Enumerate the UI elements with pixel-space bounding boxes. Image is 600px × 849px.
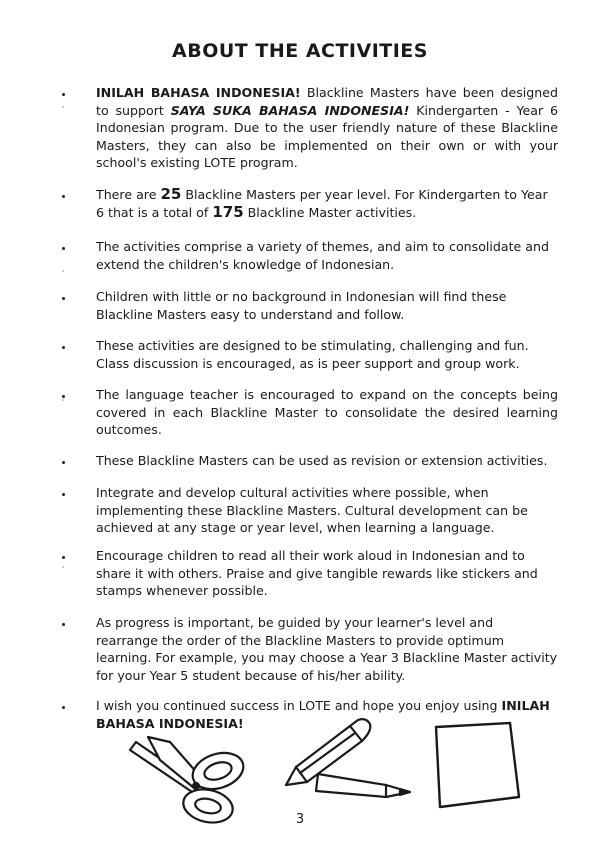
page-title: ABOUT THE ACTIVITIES — [172, 40, 428, 62]
paragraph-text: The language teacher is encouraged to expand on the concepts being covered in each Blackline Master to consolidate the desired learning outcomes. — [96, 387, 558, 437]
paragraph-text: Kindergarten - Year 6 Indonesian program. Due to the user friendly nature of these Blackline Masters, they can also be implemented on their own or with your school's existing LOTE program. — [96, 102, 558, 170]
paragraph-text: The activities comprise a variety of themes, and aim to consolidate and extend the children's knowledge of Indonesian. — [96, 239, 549, 272]
paragraph-text: As progress is important, be guided by your learner's level and rearrange the order of the Blackline Masters to provide optimum learning. For example, you may choose a Year 3 Blackline Master activity for your Year 5 student because of his/her ability. — [96, 615, 558, 683]
paragraph-text: Blackline Master activities. — [243, 204, 417, 220]
program-name: SAYA SUKA BAHASA INDONESIA! — [170, 102, 410, 118]
count-per-year: 25 — [160, 185, 182, 203]
paragraph-text: These Blackline Masters can be used as revision or extension activities. — [96, 453, 548, 468]
page-number: 3 — [295, 812, 305, 827]
paragraph-text: I wish you continued success in LOTE and hope you enjoy using — [96, 698, 502, 713]
paragraph-text: There are — [96, 187, 161, 202]
paragraph-text: Blackline Masters have been designed to support — [96, 85, 559, 118]
paragraph-text: Integrate and develop cultural activities where possible, when implementing these Blackline Masters. Cultural development can be achieved at any stage or year level, when learning a language. — [96, 485, 528, 535]
paragraph-text: Blackline Masters per year level. For Kindergarten to Year 6 that is a total of — [96, 187, 548, 220]
brand-name: INILAH BAHASA INDONESIA! — [96, 698, 550, 731]
count-total: 175 — [212, 202, 244, 221]
scan-speck — [62, 106, 64, 108]
paragraph-text: Encourage children to read all their work aloud in Indonesian and to share it with others. Praise and give tangible rewards like stickers and stamps whenever possible. — [96, 548, 538, 598]
brand-name: INILAH BAHASA INDONESIA! — [96, 85, 301, 100]
scan-speck — [62, 566, 64, 568]
paragraph-text: These activities are designed to be stimulating, challenging and fun. Class discussion is encouraged, as is peer support and group work. — [96, 338, 529, 371]
scan-speck — [62, 399, 64, 401]
paragraph-text: Children with little or no background in Indonesian will find these Blackline Masters easy to understand and follow. — [96, 289, 507, 322]
paper-sheet-icon — [436, 723, 519, 807]
pencil-icon — [286, 719, 410, 797]
scan-speck — [62, 270, 64, 272]
